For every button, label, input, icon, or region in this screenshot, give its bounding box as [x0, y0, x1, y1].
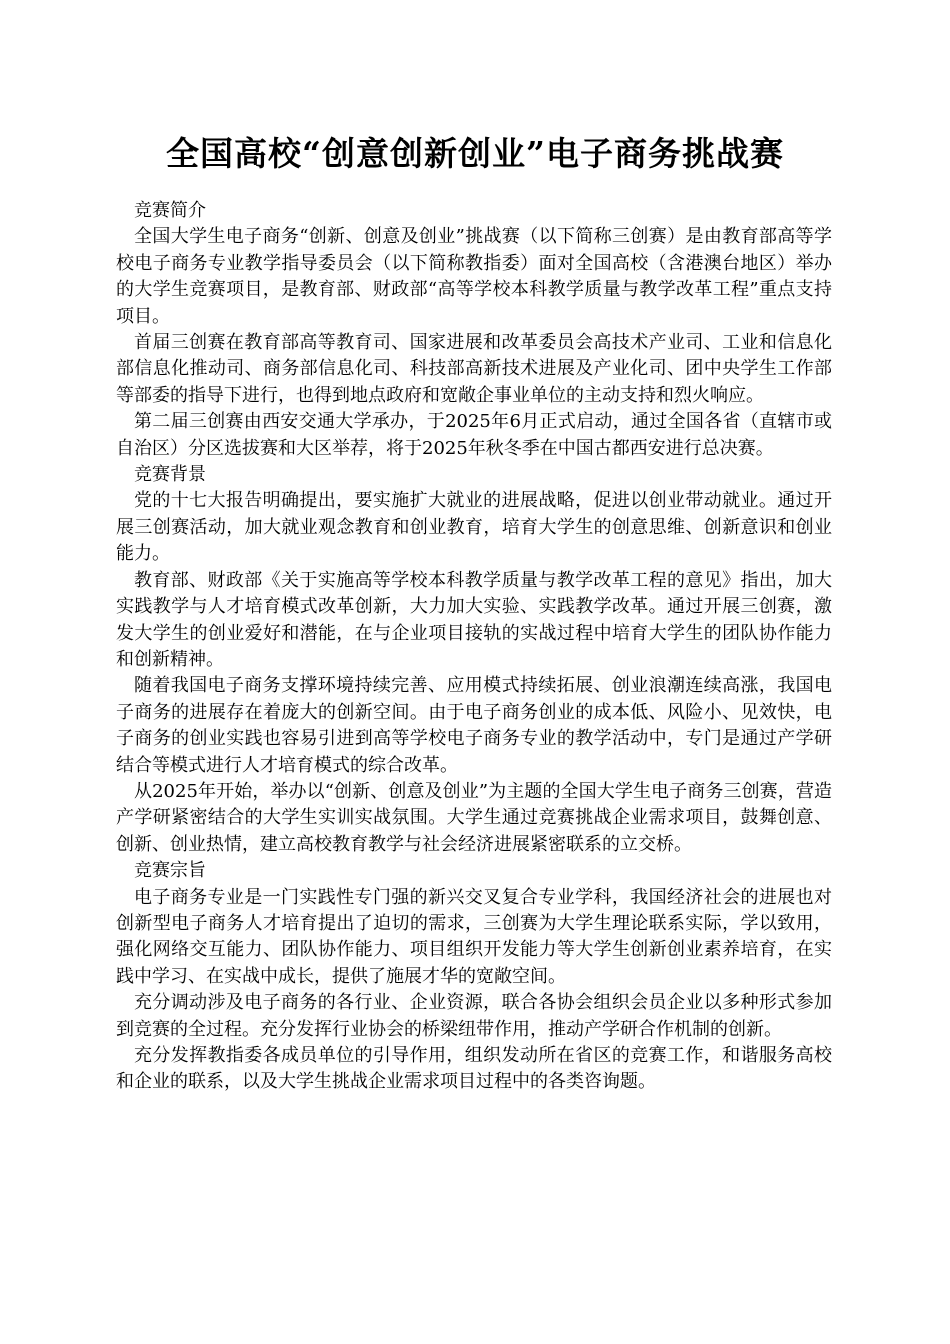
- paragraph: 从2025年开始，举办以“创新、创意及创业”为主题的全国大学生电子商务三创赛，营造产学研紧密结合的大学生实训实战氛围。大学生通过竞赛挑战企业需求项目，鼓舞创意、创新、创业热情，建立高校教育教学与社会经济进展紧密联系的立交桥。: [116, 780, 832, 855]
- paragraph: 充分发挥教指委各成员单位的引导作用，组织发动所在省区的竞赛工作，和谐服务高校和企业的联系，以及大学生挑战企业需求项目过程中的各类咨询题。: [116, 1045, 832, 1093]
- paragraph: 电子商务专业是一门实践性专门强的新兴交叉复合专业学科，我国经济社会的进展也对创新型电子商务人才培育提出了迫切的需求，三创赛为大学生理论联系实际，学以致用，强化网络交互能力、团队协作能力、项目组织开发能力等大学生创新创业素养培育，在实践中学习、在实战中成长，提供了施展才华的宽敞空间。: [116, 886, 832, 987]
- paragraph: 党的十七大报告明确提出，要实施扩大就业的进展战略，促进以创业带动就业。通过开展三创赛活动，加大就业观念教育和创业教育，培育大学生的创意思维、创新意识和创业能力。: [116, 490, 832, 565]
- paragraph: 首届三创赛在教育部高等教育司、国家进展和改革委员会高技术产业司、工业和信息化部信息化推动司、商务部信息化司、科技部高新技术进展及产业化司、团中央学生工作部等部委的指导下进行，也得到地点政府和宽敞企事业单位的主动支持和烈火响应。: [116, 332, 832, 406]
- paragraph: 教育部、财政部《关于实施高等学校本科教学质量与教学改革工程的意见》指出，加大实践教学与人才培育模式改革创新，大力加大实验、实践教学改革。通过开展三创赛，激发大学生的创业爱好和潜能，在与企业项目接轨的实战过程中培育大学生的团队协作能力和创新精神。: [116, 569, 832, 670]
- section-heading-intro: 竞赛简介: [134, 200, 206, 221]
- paragraph: 充分调动涉及电子商务的各行业、企业资源，联合各协会组织会员企业以多种形式参加到竞赛的全过程。充分发挥行业协会的桥梁纽带作用，推动产学研合作机制的创新。: [116, 992, 832, 1040]
- section-heading-background: 竞赛背景: [134, 464, 206, 486]
- document-title: 全国高校“创意创新创业”电子商务挑战赛: [166, 134, 784, 173]
- section-heading-purpose: 竞赛宗旨: [134, 860, 206, 882]
- paragraph: 第二届三创赛由西安交通大学承办，于2025年6月正式启动，通过全国各省（直辖市或自治区）分区选拔赛和大区举荐，将于2025年秋冬季在中国古都西安进行总决赛。: [116, 411, 832, 459]
- paragraph: 全国大学生电子商务“创新、创意及创业”挑战赛（以下简称三创赛）是由教育部高等学校电子商务专业教学指导委员会（以下简称教指委）面对全国高校（含港澳台地区）举办的大学生竞赛项目，是教育部、财政部“高等学校本科教学质量与教学改革工程”重点支持项目。: [116, 226, 832, 327]
- document-body: [116, 198, 832, 1096]
- paragraph: 随着我国电子商务支撑环境持续完善、应用模式持续拓展、创业浪潮连续高涨，我国电子商务的进展存在着庞大的创新空间。由于电子商务创业的成本低、风险小、见效快，电子商务的创业实践也容易引进到高等学校电子商务专业的教学活动中，专门是通过产学研结合等模式进行人才培育模式的综合改革。: [116, 675, 832, 776]
